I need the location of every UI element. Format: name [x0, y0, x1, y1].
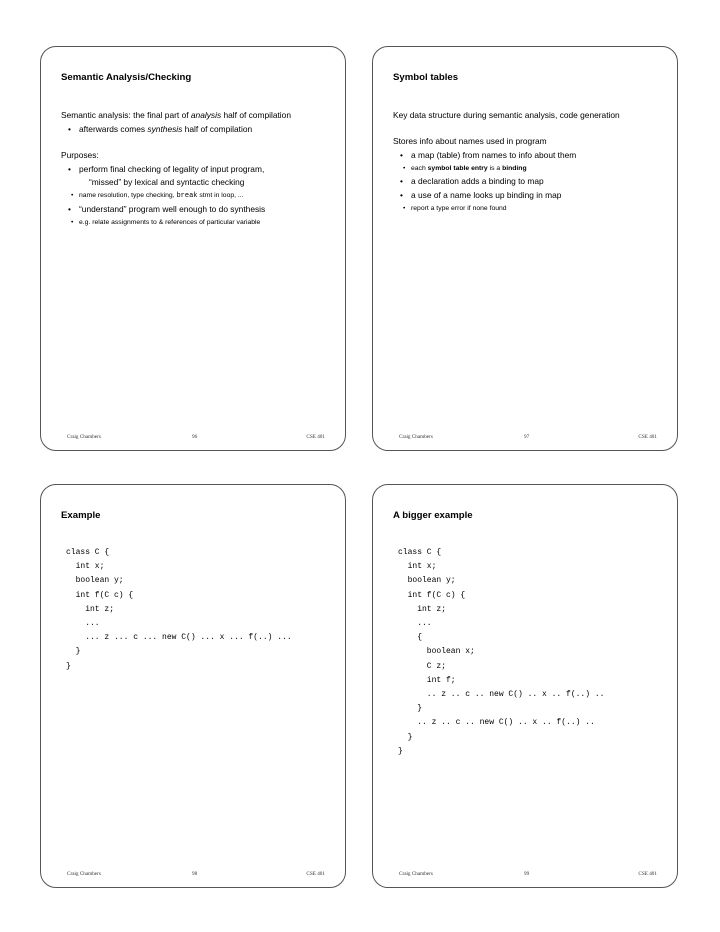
footer-page-number: 97	[524, 434, 530, 440]
sub-bullet	[393, 163, 667, 174]
bullet	[61, 123, 335, 136]
intro-text	[61, 109, 335, 122]
sub-bullet: • e.g. relate assignments to & references of particular variable	[61, 217, 335, 228]
slide-semantic-analysis	[40, 46, 346, 451]
bullet: • a map (table) from names to info about them	[393, 149, 667, 162]
slide-body	[393, 109, 667, 214]
sub-bullet-pre: each	[411, 165, 428, 172]
slide-symbol-tables	[372, 46, 678, 451]
code-block: class C { int x; boolean y; int f(C c) { int z; ... ... z ... c ... new C() ... x ... f(..) ... } }	[66, 548, 292, 671]
sub-bullet	[61, 190, 335, 202]
footer-page-number: 96	[192, 434, 198, 440]
slide-bigger-example	[372, 484, 678, 888]
purpose-line: “missed” by lexical and syntactic checking	[89, 177, 245, 187]
bold-term: binding	[502, 165, 527, 172]
slide-title: Symbol tables	[393, 72, 459, 83]
code-keyword: break	[176, 192, 198, 200]
slide-title: Example	[61, 510, 101, 521]
footer-course: CSE 401	[306, 434, 325, 440]
bullet: • “understand” program well enough to do synthesis	[61, 203, 335, 216]
footer-author: Craig Chambers	[399, 871, 433, 877]
intro-post: half of compilation	[221, 110, 291, 120]
footer-author: Craig Chambers	[399, 434, 433, 440]
purpose-line: • perform final checking of legality of input program,	[79, 164, 265, 174]
bullet-post: half of compilation	[182, 124, 253, 134]
bullet	[61, 163, 335, 189]
bullet: • a declaration adds a binding to map	[393, 175, 667, 188]
sub-bullet-pre: name resolution, type checking,	[79, 192, 177, 199]
slide-title: A bigger example	[393, 510, 473, 521]
code-block: class C { int x; boolean y; int f(C c) { int z; ... { boolean x; C z; int f; .. z .. c .. new C() .. x .. f(..) .. } .. z .. c .. new C() .. x .. f(..) .. } }	[398, 548, 605, 756]
footer-page-number: 99	[524, 871, 530, 877]
slide-body	[61, 109, 335, 228]
footer-course: CSE 401	[638, 434, 657, 440]
bullet-emphasis: synthesis	[147, 124, 183, 134]
footer-author: Craig Chambers	[67, 871, 101, 877]
intro-emphasis: analysis	[190, 110, 222, 120]
sub-bullet-post: stmt in loop, ...	[197, 192, 244, 199]
bullet: • a use of a name looks up binding in map	[393, 189, 667, 202]
slide-example	[40, 484, 346, 888]
sub-bullet-mid: is a	[487, 165, 503, 172]
intro-text: Key data structure during semantic analysis, code generation	[393, 110, 620, 120]
intro-pre: Semantic analysis: the final part of	[61, 110, 191, 120]
slide-title: Semantic Analysis/Checking	[61, 72, 192, 83]
footer-course: CSE 401	[306, 871, 325, 877]
stores-text: Stores info about names used in program	[393, 136, 547, 146]
footer-author: Craig Chambers	[67, 434, 101, 440]
footer-page-number: 98	[192, 871, 198, 877]
sub-bullet: • report a type error if none found	[393, 203, 667, 214]
bullet-pre: afterwards comes	[79, 124, 148, 134]
purposes-heading: Purposes:	[61, 150, 99, 160]
footer-course: CSE 401	[638, 871, 657, 877]
bold-term: symbol table entry	[427, 165, 488, 172]
